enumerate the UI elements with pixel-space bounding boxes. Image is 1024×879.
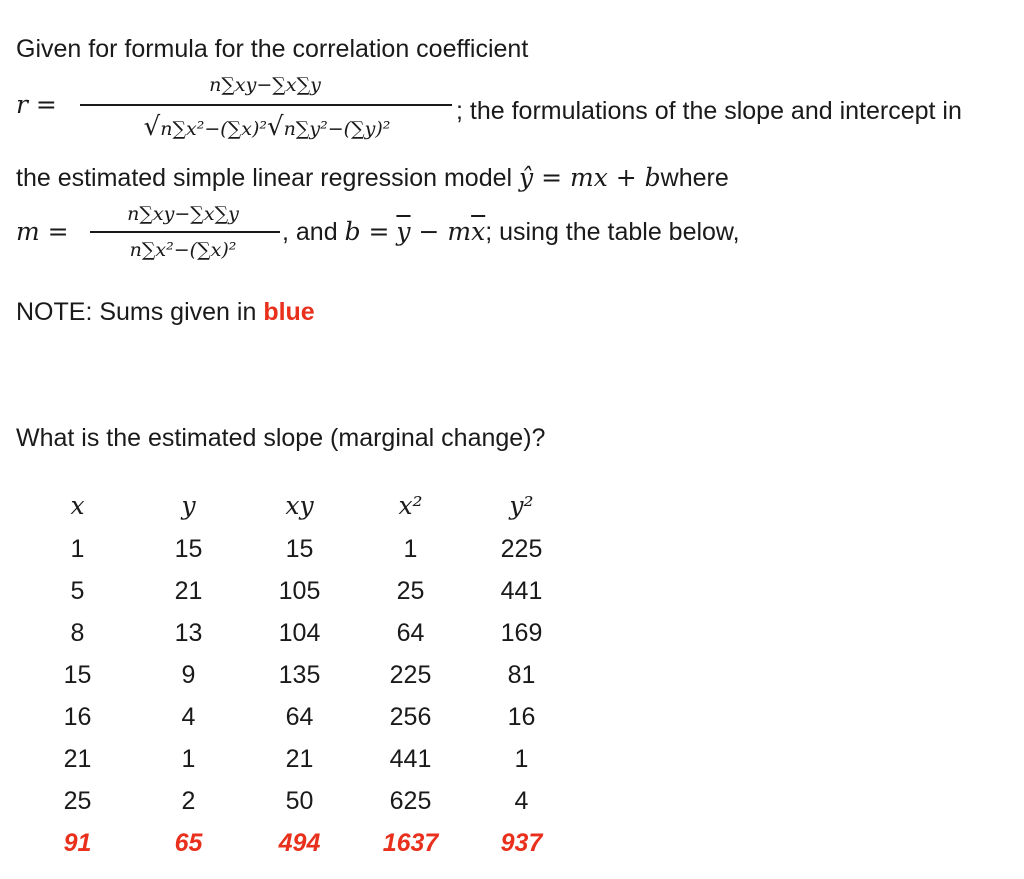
r-den-part2: n∑y²−(∑y)² bbox=[283, 118, 391, 140]
cell-x-squared: 256 bbox=[389, 702, 432, 731]
cell-y-squared: 1 bbox=[514, 744, 529, 773]
cell-xy: 21 bbox=[285, 744, 314, 773]
r-formula-numerator: n∑xy−∑x∑y bbox=[209, 74, 321, 96]
cell-x-squared: 1 bbox=[403, 534, 418, 563]
sum-x-squared: 1637 bbox=[382, 828, 439, 857]
header-xy: xy bbox=[285, 490, 314, 520]
b-formula-line bbox=[282, 216, 740, 248]
model-line bbox=[16, 162, 729, 194]
cell-y-squared: 4 bbox=[514, 786, 529, 815]
table-row bbox=[22, 570, 577, 612]
header-y: y bbox=[181, 490, 196, 520]
cell-y: 13 bbox=[174, 618, 203, 647]
header-x: x bbox=[70, 490, 85, 520]
cell-x: 16 bbox=[63, 702, 92, 731]
cell-y: 1 bbox=[181, 744, 196, 773]
sum-y-squared: 937 bbox=[500, 828, 543, 857]
cell-x: 1 bbox=[70, 534, 85, 563]
cell-y: 9 bbox=[181, 660, 196, 689]
sum-x: 91 bbox=[63, 828, 92, 857]
cell-xy: 50 bbox=[285, 786, 314, 815]
model-text: the estimated simple linear regression model bbox=[16, 164, 513, 192]
minus-m-symbol: − m bbox=[410, 217, 472, 246]
m-fraction-bar bbox=[90, 231, 280, 233]
sum-y: 65 bbox=[174, 828, 203, 857]
model-where-text: where bbox=[660, 164, 729, 192]
sum-xy: 494 bbox=[278, 828, 321, 857]
cell-y: 4 bbox=[181, 702, 196, 731]
cell-x: 5 bbox=[70, 576, 85, 605]
x-bar-symbol: $\overline{x}$ bbox=[471, 217, 486, 246]
y-bar-symbol: $\overline{y}$ bbox=[396, 217, 411, 246]
cell-y: 2 bbox=[181, 786, 196, 815]
cell-y-squared: 81 bbox=[507, 660, 536, 689]
cell-x-squared: 625 bbox=[389, 786, 432, 815]
cell-x: 8 bbox=[70, 618, 85, 647]
cell-y: 21 bbox=[174, 576, 203, 605]
table-header-row bbox=[22, 482, 577, 528]
r-formula-lhs: r = bbox=[16, 90, 57, 119]
r-formula-denominator: √n∑x²−(∑x)²√n∑y²−(∑y)² bbox=[143, 112, 391, 142]
cell-x-squared: 225 bbox=[389, 660, 432, 689]
cell-xy: 135 bbox=[278, 660, 321, 689]
cell-xy: 105 bbox=[278, 576, 321, 605]
r-formula-trailing-text: ; the formulations of the slope and intercept in bbox=[456, 97, 962, 125]
and-text: , and bbox=[282, 218, 338, 246]
table-row bbox=[22, 654, 577, 696]
cell-x: 21 bbox=[63, 744, 92, 773]
r-den-part1: n∑x²−(∑x)² bbox=[160, 118, 267, 140]
b-formula-tail: ; using the table below, bbox=[485, 218, 740, 246]
table-sum-row bbox=[22, 822, 577, 864]
cell-y-squared: 16 bbox=[507, 702, 536, 731]
cell-x: 25 bbox=[63, 786, 92, 815]
m-formula-numerator: n∑xy−∑x∑y bbox=[127, 203, 239, 225]
cell-y: 15 bbox=[174, 534, 203, 563]
table-row bbox=[22, 528, 577, 570]
cell-x-squared: 64 bbox=[396, 618, 425, 647]
cell-x-squared: 441 bbox=[389, 744, 432, 773]
table-row bbox=[22, 738, 577, 780]
m-formula-lhs: m = bbox=[16, 217, 69, 246]
cell-xy: 15 bbox=[285, 534, 314, 563]
cell-y-squared: 169 bbox=[500, 618, 543, 647]
header-y-squared: y² bbox=[509, 490, 534, 520]
cell-xy: 64 bbox=[285, 702, 314, 731]
data-table bbox=[22, 482, 577, 864]
m-formula-denominator: n∑x²−(∑x)² bbox=[129, 239, 237, 261]
question-text: What is the estimated slope (marginal change)? bbox=[16, 424, 546, 452]
cell-y-squared: 441 bbox=[500, 576, 543, 605]
cell-x: 15 bbox=[63, 660, 92, 689]
header-x-squared: x² bbox=[398, 490, 423, 520]
b-eq-lhs: b = bbox=[344, 217, 390, 246]
note-highlight: blue bbox=[263, 298, 315, 326]
model-equation: ŷ = mx + b bbox=[519, 163, 661, 192]
table-row bbox=[22, 780, 577, 822]
note-prefix: NOTE: Sums given in bbox=[16, 298, 264, 326]
intro-text: Given for formula for the correlation coefficient bbox=[16, 35, 529, 63]
note-line bbox=[16, 296, 315, 328]
r-fraction-bar bbox=[80, 104, 452, 106]
cell-y-squared: 225 bbox=[500, 534, 543, 563]
cell-xy: 104 bbox=[278, 618, 321, 647]
table-row bbox=[22, 696, 577, 738]
cell-x-squared: 25 bbox=[396, 576, 425, 605]
table-row bbox=[22, 612, 577, 654]
